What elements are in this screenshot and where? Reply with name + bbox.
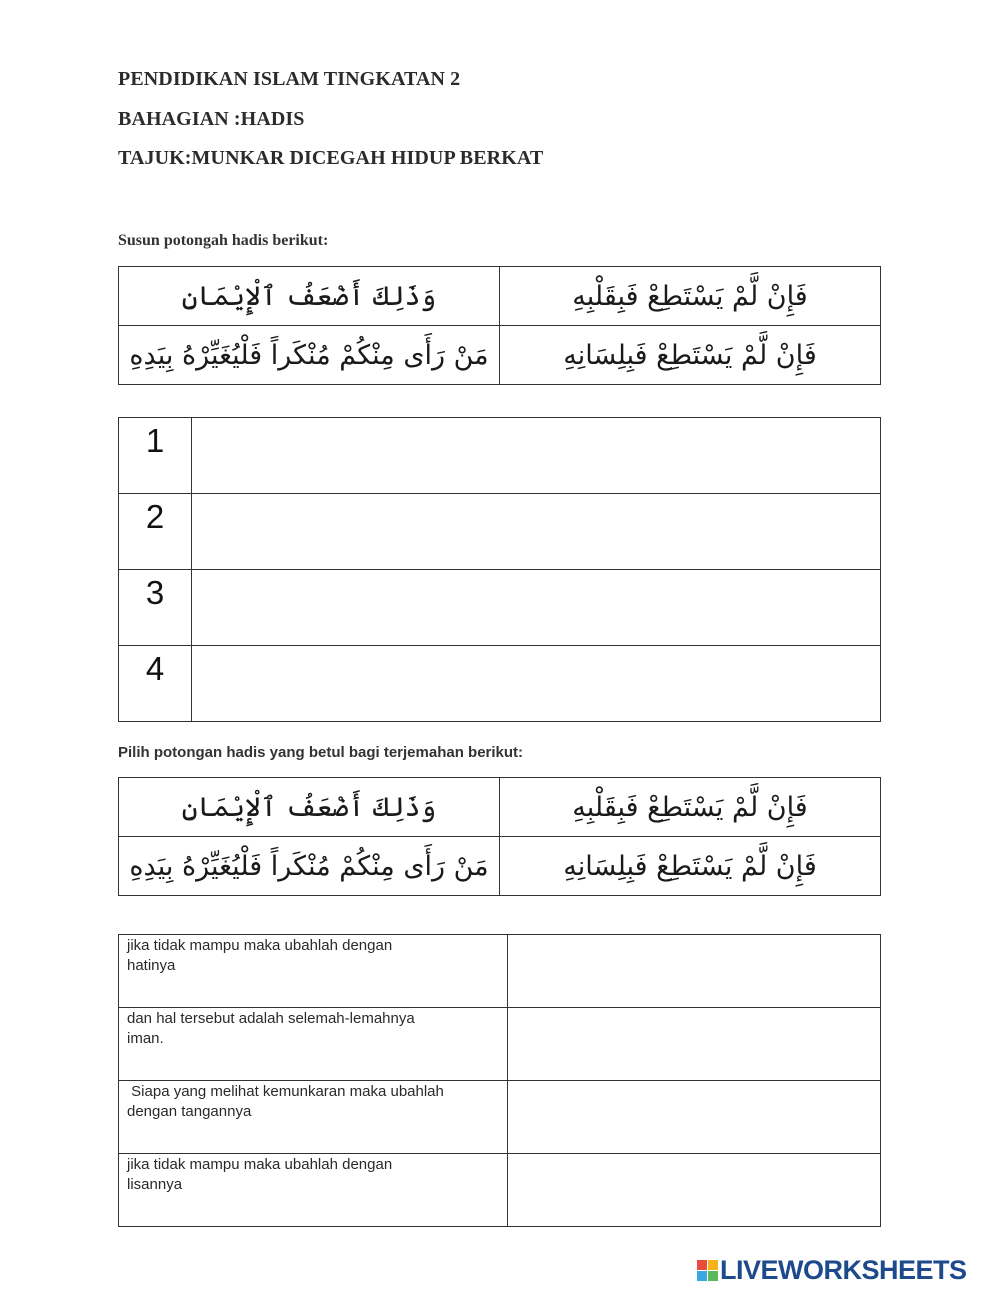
table-row [119, 646, 881, 722]
table-row [119, 1081, 881, 1154]
instruction-arrange: Susun potongah hadis berikut: [118, 232, 329, 249]
hadith-piece[interactable]: فَإِنْ لَّمْ يَسْتَطِعْ فَبِلِسَانِهِ [500, 837, 881, 896]
table-row [119, 326, 881, 385]
order-answer-slot[interactable] [192, 570, 881, 646]
translation-text: dan hal tersebut adalah selemah-lemahnya iman. [119, 1008, 508, 1081]
translation-answer-slot[interactable] [507, 935, 880, 1008]
hadith-pieces-table-2 [118, 777, 881, 896]
logo-block [708, 1260, 718, 1270]
translation-match-table [118, 934, 881, 1227]
order-number: 3 [119, 570, 192, 646]
order-number: 4 [119, 646, 192, 722]
table-row [119, 1154, 881, 1227]
title-topic: TAJUK:MUNKAR DICEGAH HIDUP BERKAT [118, 147, 544, 169]
hadith-pieces-table-1 [118, 266, 881, 385]
table-row [119, 418, 881, 494]
hadith-piece[interactable]: وَذَلِكَ أَضْعَفُ ٱلْإِيْمَانِ [119, 267, 500, 326]
hadith-piece[interactable]: فَإِنْ لَّمْ يَسْتَطِعْ فَبِلِسَانِهِ [500, 326, 881, 385]
liveworksheets-logo[interactable] [697, 1256, 967, 1284]
table-row [119, 494, 881, 570]
order-number: 1 [119, 418, 192, 494]
hadith-piece[interactable]: مَنْ رَأَى مِنْكُمْ مُنْكَراً فَلْيُغَيِّرْهُ بِيَدِهِ [119, 837, 500, 896]
table-row [119, 935, 881, 1008]
table-row [119, 837, 881, 896]
logo-blocks-icon [697, 1260, 718, 1281]
logo-block [697, 1260, 707, 1270]
table-row [119, 1008, 881, 1081]
hadith-piece[interactable]: وَذَلِكَ أَضْعَفُ ٱلْإِيْمَانِ [119, 778, 500, 837]
logo-block [708, 1271, 718, 1281]
translation-answer-slot[interactable] [507, 1081, 880, 1154]
order-number: 2 [119, 494, 192, 570]
translation-text: jika tidak mampu maka ubahlah dengan lisannya [119, 1154, 508, 1227]
table-row [119, 570, 881, 646]
logo-block [697, 1271, 707, 1281]
brand-name: LIVEWORKSHEETS [720, 1254, 967, 1285]
order-answer-slot[interactable] [192, 494, 881, 570]
table-row [119, 778, 881, 837]
table-row [119, 267, 881, 326]
translation-answer-slot[interactable] [507, 1154, 880, 1227]
order-answer-slot[interactable] [192, 418, 881, 494]
hadith-piece[interactable]: فَإِنْ لَّمْ يَسْتَطِعْ فَبِقَلْبِهِ [500, 267, 881, 326]
translation-text: Siapa yang melihat kemunkaran maka ubahlah dengan tangannya [119, 1081, 508, 1154]
title-section: BAHAGIAN :HADIS [118, 108, 305, 130]
instruction-match: Pilih potongan hadis yang betul bagi terjemahan berikut: [118, 744, 524, 761]
hadith-piece[interactable]: فَإِنْ لَّمْ يَسْتَطِعْ فَبِقَلْبِهِ [500, 778, 881, 837]
order-answer-table [118, 417, 881, 722]
translation-text: jika tidak mampu maka ubahlah dengan hatinya [119, 935, 508, 1008]
order-answer-slot[interactable] [192, 646, 881, 722]
translation-answer-slot[interactable] [507, 1008, 880, 1081]
title-subject: PENDIDIKAN ISLAM TINGKATAN 2 [118, 68, 461, 90]
hadith-piece[interactable]: مَنْ رَأَى مِنْكُمْ مُنْكَراً فَلْيُغَيِّرْهُ بِيَدِهِ [119, 326, 500, 385]
